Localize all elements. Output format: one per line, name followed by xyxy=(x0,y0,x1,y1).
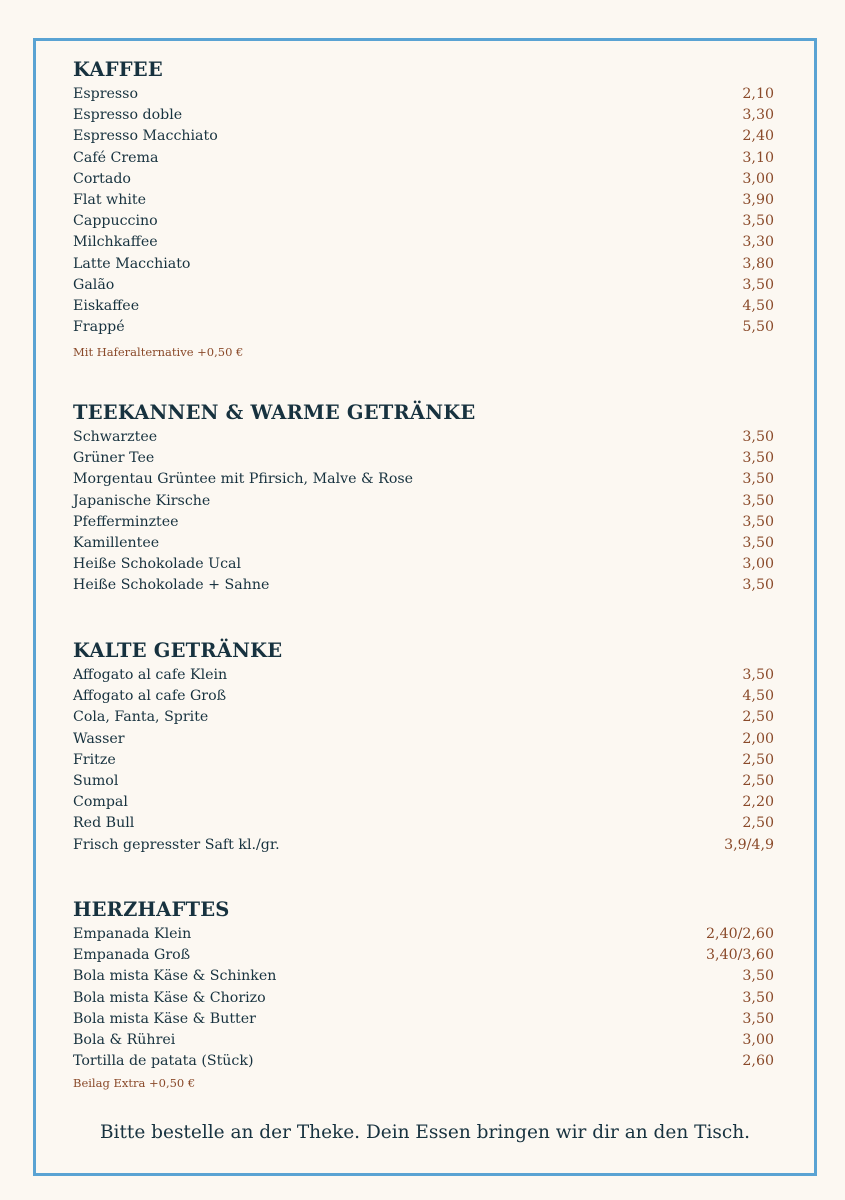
menu-item xyxy=(73,232,774,253)
item-price: 3,80 xyxy=(742,255,774,272)
item-list xyxy=(73,84,774,338)
menu-item xyxy=(73,1030,774,1051)
item-price: 3,50 xyxy=(742,968,774,985)
item-name: Frappé xyxy=(73,319,125,336)
menu-item xyxy=(73,792,774,813)
menu-item xyxy=(73,771,774,792)
section-note: Mit Haferalternative +0,50 € xyxy=(73,345,244,360)
menu-item xyxy=(73,491,774,512)
menu-item xyxy=(73,296,774,317)
item-price: 4,50 xyxy=(742,297,774,314)
item-price: 2,50 xyxy=(742,772,774,789)
item-name: Schwarztee xyxy=(73,429,158,445)
item-price: 2,50 xyxy=(742,815,774,832)
item-price: 2,50 xyxy=(742,751,774,768)
item-price: 3,00 xyxy=(742,170,774,187)
item-name: Empanada Groß xyxy=(73,947,191,964)
menu-item xyxy=(73,512,774,533)
menu-item xyxy=(73,148,774,169)
item-name: Fritze xyxy=(73,751,116,768)
item-name: Tortilla de patata (Stück) xyxy=(73,1053,254,1070)
item-price: 3,50 xyxy=(742,534,774,551)
item-name: Flat white xyxy=(73,191,146,208)
menu-item xyxy=(73,169,774,190)
item-price: 2,00 xyxy=(742,730,774,747)
menu-item xyxy=(73,254,774,275)
section-title: HERZHAFTES xyxy=(73,898,230,921)
item-price: 3,00 xyxy=(742,1031,774,1048)
item-name: Café Crema xyxy=(73,149,159,166)
item-name: Heiße Schokolade Ucal xyxy=(73,556,242,573)
menu-item xyxy=(73,105,774,126)
item-name: Galão xyxy=(73,276,115,293)
section-title: KALTE GETRÄNKE xyxy=(73,639,283,662)
menu-item xyxy=(73,665,774,686)
item-list xyxy=(73,427,774,597)
item-price: 3,50 xyxy=(742,429,774,445)
item-price: 2,40 xyxy=(742,128,774,145)
menu-item xyxy=(73,533,774,554)
item-name: Milchkaffee xyxy=(73,234,158,251)
item-price: 2,40/2,60 xyxy=(706,926,774,942)
item-price: 3,90 xyxy=(742,191,774,208)
item-price: 4,50 xyxy=(742,688,774,705)
menu-item xyxy=(73,1009,774,1030)
menu-item xyxy=(73,945,774,966)
menu-item xyxy=(73,750,774,771)
item-price: 3,30 xyxy=(742,234,774,251)
item-name: Wasser xyxy=(73,730,125,747)
item-name: Empanada Klein xyxy=(73,926,192,942)
item-name: Cortado xyxy=(73,170,131,187)
item-name: Espresso xyxy=(73,86,139,102)
item-list xyxy=(73,665,774,856)
item-name: Morgentau Grüntee mit Pfirsich, Malve & Rose xyxy=(73,471,414,488)
item-price: 3,50 xyxy=(742,989,774,1006)
item-price: 2,50 xyxy=(742,709,774,726)
item-price: 3,00 xyxy=(742,556,774,573)
item-price: 2,10 xyxy=(742,86,774,102)
section-tea xyxy=(73,398,774,597)
item-name: Grüner Tee xyxy=(73,450,155,467)
item-name: Bola mista Käse & Schinken xyxy=(73,968,277,985)
section-kaffee xyxy=(73,55,774,361)
item-name: Japanische Kirsche xyxy=(73,492,211,509)
item-price: 5,50 xyxy=(742,319,774,336)
menu-item xyxy=(73,448,774,469)
item-name: Frisch gepresster Saft kl./gr. xyxy=(73,836,280,853)
section-note: Beilag Extra +0,50 € xyxy=(73,1076,196,1091)
menu-item xyxy=(73,707,774,728)
item-price: 3,40/3,60 xyxy=(706,947,774,964)
item-name: Compal xyxy=(73,794,128,811)
item-name: Bola & Rührei xyxy=(73,1031,176,1048)
item-name: Red Bull xyxy=(73,815,135,832)
item-name: Heiße Schokolade + Sahne xyxy=(73,577,270,594)
menu-item xyxy=(73,317,774,338)
item-name: Espresso doble xyxy=(73,107,183,124)
item-price: 2,60 xyxy=(742,1053,774,1070)
section-title: KAFFEE xyxy=(73,58,163,81)
item-name: Pfefferminztee xyxy=(73,513,179,530)
menu-item xyxy=(73,554,774,575)
item-name: Cappuccino xyxy=(73,213,158,230)
menu-item xyxy=(73,427,774,448)
menu-item xyxy=(73,924,774,945)
item-name: Bola mista Käse & Butter xyxy=(73,1010,256,1027)
menu-item xyxy=(73,84,774,105)
menu-item xyxy=(73,729,774,750)
item-name: Latte Macchiato xyxy=(73,255,191,272)
item-price: 3,50 xyxy=(742,213,774,230)
menu-item xyxy=(73,190,774,211)
item-name: Bola mista Käse & Chorizo xyxy=(73,989,266,1006)
menu-item xyxy=(73,966,774,987)
item-list xyxy=(73,924,774,1072)
menu-item xyxy=(73,126,774,147)
item-price: 3,50 xyxy=(742,1010,774,1027)
menu-item xyxy=(73,813,774,834)
item-name: Eiskaffee xyxy=(73,297,140,314)
item-price: 3,50 xyxy=(742,450,774,467)
section-title: TEEKANNEN & WARME GETRÄNKE xyxy=(73,401,476,424)
item-name: Espresso Macchiato xyxy=(73,128,218,145)
item-price: 3,50 xyxy=(742,276,774,293)
menu-item xyxy=(73,686,774,707)
item-name: Affogato al cafe Groß xyxy=(73,688,227,705)
item-price: 3,50 xyxy=(742,513,774,530)
item-price: 3,50 xyxy=(742,667,774,683)
menu-item xyxy=(73,469,774,490)
section-cold-drinks xyxy=(73,636,774,856)
item-price: 3,50 xyxy=(742,471,774,488)
footer-order-note: Bitte bestelle an der Theke. Dein Essen bringen wir dir an den Tisch. xyxy=(99,1122,751,1143)
menu-item xyxy=(73,988,774,1009)
item-price: 3,9/4,9 xyxy=(724,836,774,853)
menu-item xyxy=(73,275,774,296)
menu-item xyxy=(73,211,774,232)
item-name: Kamillentee xyxy=(73,534,160,551)
item-price: 3,10 xyxy=(742,149,774,166)
item-price: 2,20 xyxy=(742,794,774,811)
item-price: 3,30 xyxy=(742,107,774,124)
menu-item xyxy=(73,575,774,596)
item-name: Affogato al cafe Klein xyxy=(73,667,228,683)
item-name: Sumol xyxy=(73,772,119,789)
menu-item xyxy=(73,835,774,856)
item-price: 3,50 xyxy=(742,492,774,509)
menu-item xyxy=(73,1051,774,1072)
section-savory xyxy=(73,895,774,1092)
item-name: Cola, Fanta, Sprite xyxy=(73,709,209,726)
item-price: 3,50 xyxy=(742,577,774,594)
